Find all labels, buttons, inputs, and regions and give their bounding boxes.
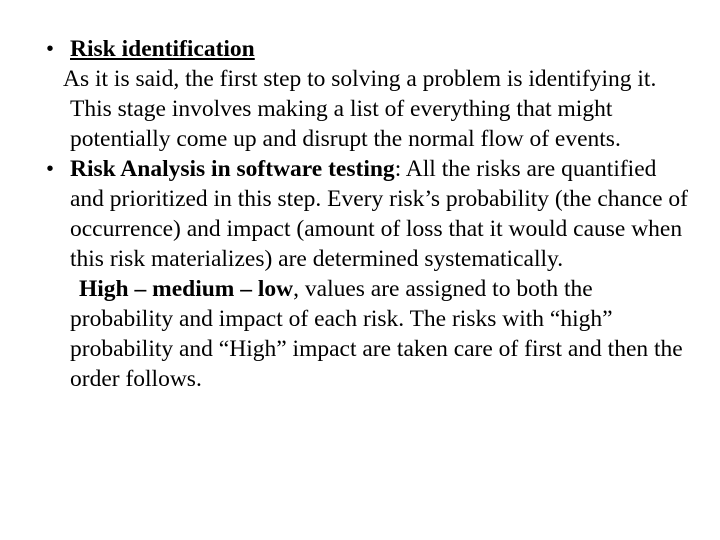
bullet-item-risk-identification — [30, 34, 690, 64]
bullet-icon: • — [46, 158, 54, 180]
risk-levels-label: High – medium – low — [79, 276, 294, 302]
risk-identification-body: As it is said, the first step to solving a problem is identifying it. This stage involves making a list of everything that might potentially come up and disrupt the normal flow of events. — [63, 66, 657, 152]
risk-analysis-paragraph — [70, 154, 690, 274]
risk-identification-heading: Risk identification — [70, 36, 255, 62]
risk-analysis-body: : All the risks are quantified and prioritized in this step. Every risk’s probability (the chance of occurrence) and impact (amount of loss that it would cause when this risk materializes) are determined systematically. — [70, 156, 689, 272]
bullet-icon: • — [46, 38, 54, 60]
bullet-item-risk-analysis — [30, 154, 690, 394]
risk-analysis-heading: Risk Analysis in software testing — [70, 156, 395, 182]
slide-content — [30, 34, 690, 394]
risk-levels-paragraph — [70, 274, 690, 394]
risk-levels-body: , values are assigned to both the probability and impact of each risk. The risks with “high” probability and “High” impact are taken care of first and then the order follows. — [70, 276, 683, 392]
bullet-heading — [70, 34, 690, 64]
